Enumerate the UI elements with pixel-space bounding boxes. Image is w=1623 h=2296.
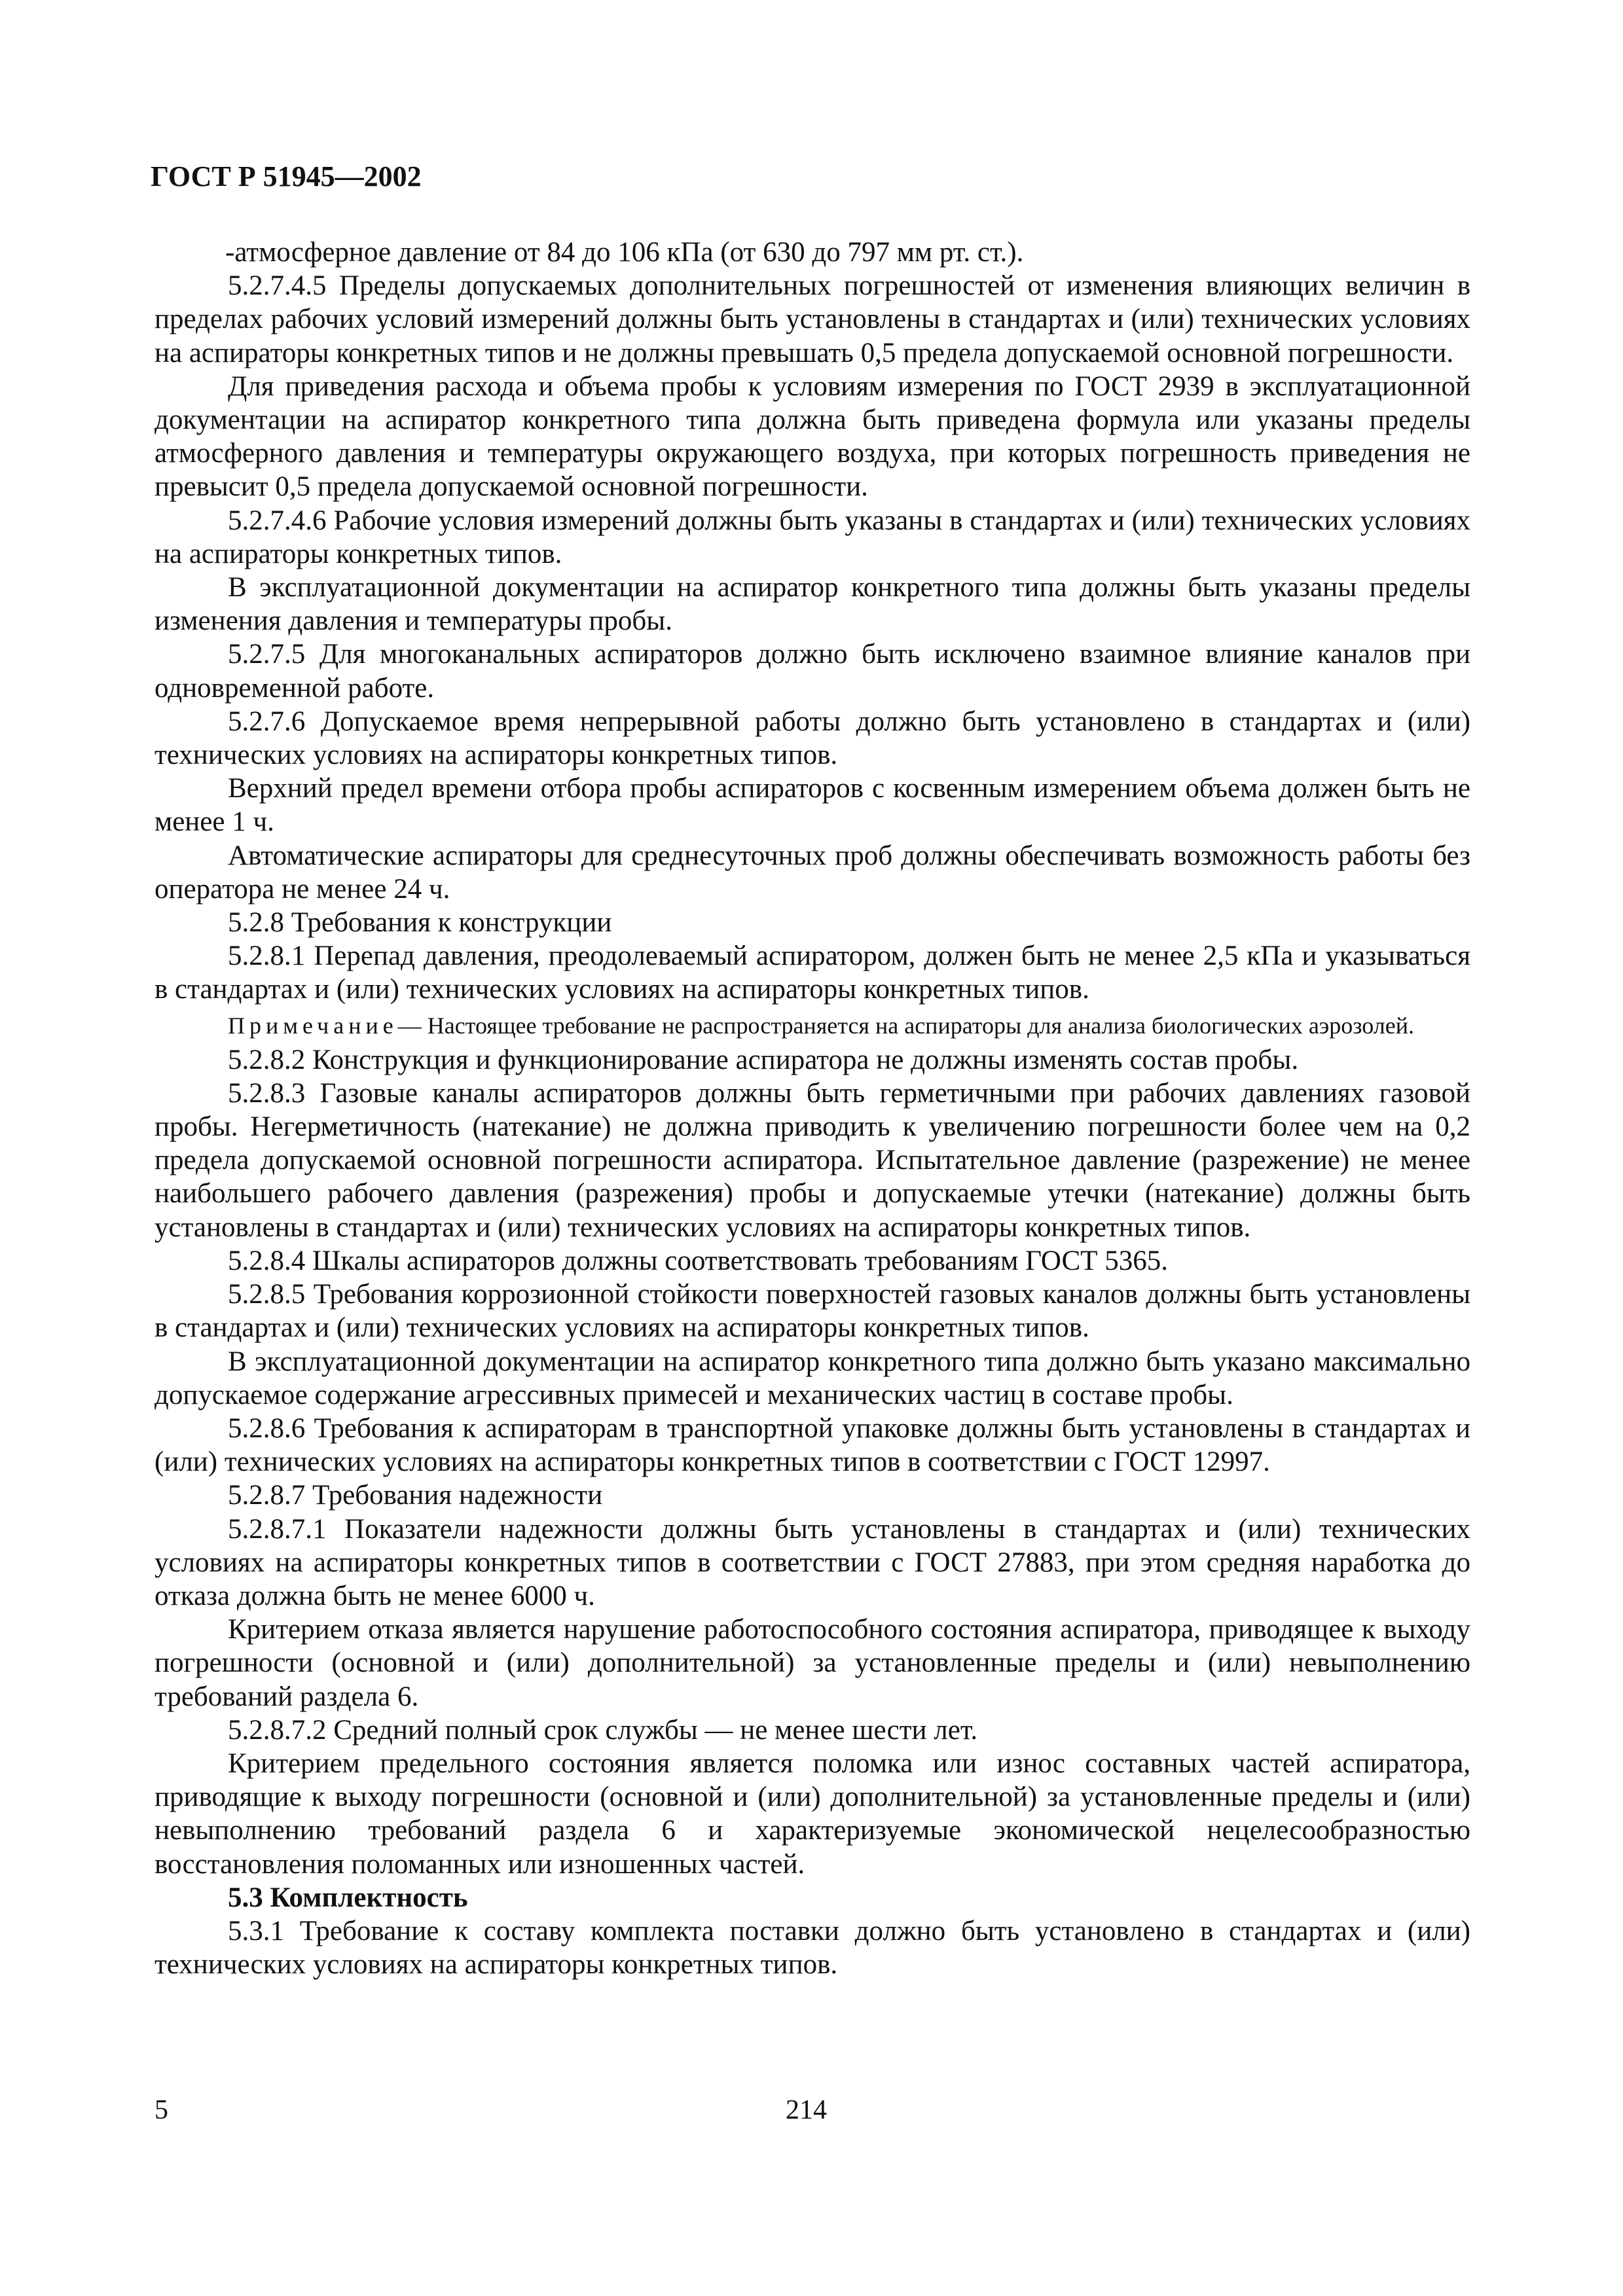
document-header: ГОСТ Р 51945—2002 [151, 160, 422, 192]
document-body [155, 236, 1470, 1981]
paragraph: Критерием отказа является нарушение работоспособного состояния аспиратора, приводящее к выходу погрешности (основной и (или) дополнительной) за установленные пределы и (или) невыполнению требований раздела 6. [155, 1614, 1470, 1712]
paragraph: 5.2.7.6 Допускаемое время непрерывной работы должно быть установлено в стандартах и (или) технических условиях на аспираторы конкретных типов. [155, 706, 1470, 771]
paragraph: В эксплуатационной документации на аспиратор конкретного типа должно быть указано максимально допускаемое содержание агрессивных примесей и механических частиц в составе пробы. [155, 1346, 1470, 1410]
paragraph: 5.2.8.3 Газовые каналы аспираторов должны быть герметичными при рабочих давлениях газовой пробы. Негерметичность (натекание) не должна приводить к увеличению погрешности более чем на 0,2 предела допускаемой основной погрешности аспиратора. Испытательное давление (разрежение) не менее наибольшего рабочего давления (разрежения) пробы и допускаемые утечки (натекание) должны быть установлены в стандартах и (или) технических условиях на аспираторы конкретных типов. [155, 1077, 1470, 1243]
paragraph: 5.2.8.4 Шкалы аспираторов должны соответствовать требованиям ГОСТ 5365. [228, 1245, 1168, 1276]
paragraph: 5.2.8.5 Требования коррозионной стойкости поверхностей газовых каналов должны быть установлены в стандартах и (или) технических условиях на аспираторы конкретных типов. [155, 1279, 1470, 1344]
subsection-title: 5.2.8 Требования к конструкции [228, 907, 612, 939]
note [155, 1012, 1470, 1039]
paragraph: 5.2.8.7.2 Средний полный срок службы — не менее шести лет. [228, 1714, 978, 1746]
paragraph: Критерием предельного состояния является поломка или износ составных частей аспиратора, приводящие к выходу погрешности (основной и (или) дополнительной) за установленные пределы и (или) невыполнению требований раздела 6 и характеризуемые экономической нецелесообразностью восстановления поломанных или изношенных частей. [155, 1748, 1470, 1880]
paragraph: 5.2.8.2 Конструкция и функционирование аспиратора не должны изменять состав пробы. [228, 1044, 1299, 1075]
paragraph: 5.2.8.7.1 Показатели надежности должны быть установлены в стандартах и (или) технических условиях на аспираторы конкретных типов в соответствии с ГОСТ 27883, при этом средняя наработка до отказа должна быть не менее 6000 ч. [155, 1513, 1470, 1611]
paragraph: -атмосферное давление от 84 до 106 кПа (от 630 до 797 мм рт. ст.). [225, 237, 1024, 268]
paragraph: 5.2.7.5 Для многоканальных аспираторов должно быть исключено взаимное влияние каналов при одновременной работе. [155, 639, 1470, 704]
paragraph: Для приведения расхода и объема пробы к условиям измерения по ГОСТ 2939 в эксплуатационной документации на аспиратор конкретного типа должна быть приведена формула или указаны пределы атмосферного давления и температуры окружающего воздуха, при которых погрешность приведения не превысит 0,5 предела допускаемой основной погрешности. [155, 370, 1470, 503]
footer-center-number: 214 [786, 2095, 827, 2125]
section-heading: 5.3 Комплектность [228, 1882, 468, 1913]
paragraph: 5.2.8.1 Перепад давления, преодолеваемый аспиратором, должен быть не менее 2,5 кПа и указываться в стандартах и (или) технических условиях на аспираторы конкретных типов. [155, 941, 1470, 1005]
paragraph: 5.2.7.4.5 Пределы допускаемых дополнительных погрешностей от изменения влияющих величин в пределах рабочих условий измерений должны быть установлены в стандартах и (или) технических условиях на аспираторы конкретных типов и не должны превышать 0,5 предела допускаемой основной погрешности. [155, 270, 1470, 368]
paragraph: В эксплуатационной документации на аспиратор конкретного типа должны быть указаны пределы изменения давления и температуры пробы. [155, 572, 1470, 637]
page-number: 5 [155, 2095, 168, 2125]
note-label: Примечание [228, 1012, 398, 1039]
note-text: — Настоящее требование не распространяется на аспираторы для анализа биологических аэрозолей. [397, 1012, 1415, 1039]
paragraph: Верхний предел времени отбора пробы аспираторов с косвенным измерением объема должен быть не менее 1 ч. [155, 773, 1470, 838]
paragraph: 5.2.8.6 Требования к аспираторам в транспортной упаковке должны быть установлены в стандартах и (или) технических условиях на аспираторы конкретных типов в соответствии с ГОСТ 12997. [155, 1412, 1470, 1478]
paragraph: 5.2.7.4.6 Рабочие условия измерений должны быть указаны в стандартах и (или) технических условиях на аспираторы конкретных типов. [155, 505, 1470, 569]
paragraph: Автоматические аспираторы для среднесуточных проб должны обеспечивать возможность работы без оператора не менее 24 ч. [155, 840, 1470, 905]
subsection-title: 5.2.8.7 Требования надежности [228, 1480, 603, 1511]
paragraph: 5.3.1 Требование к составу комплекта поставки должно быть установлено в стандартах и (или) технических условиях на аспираторы конкретных типов. [155, 1915, 1470, 1981]
